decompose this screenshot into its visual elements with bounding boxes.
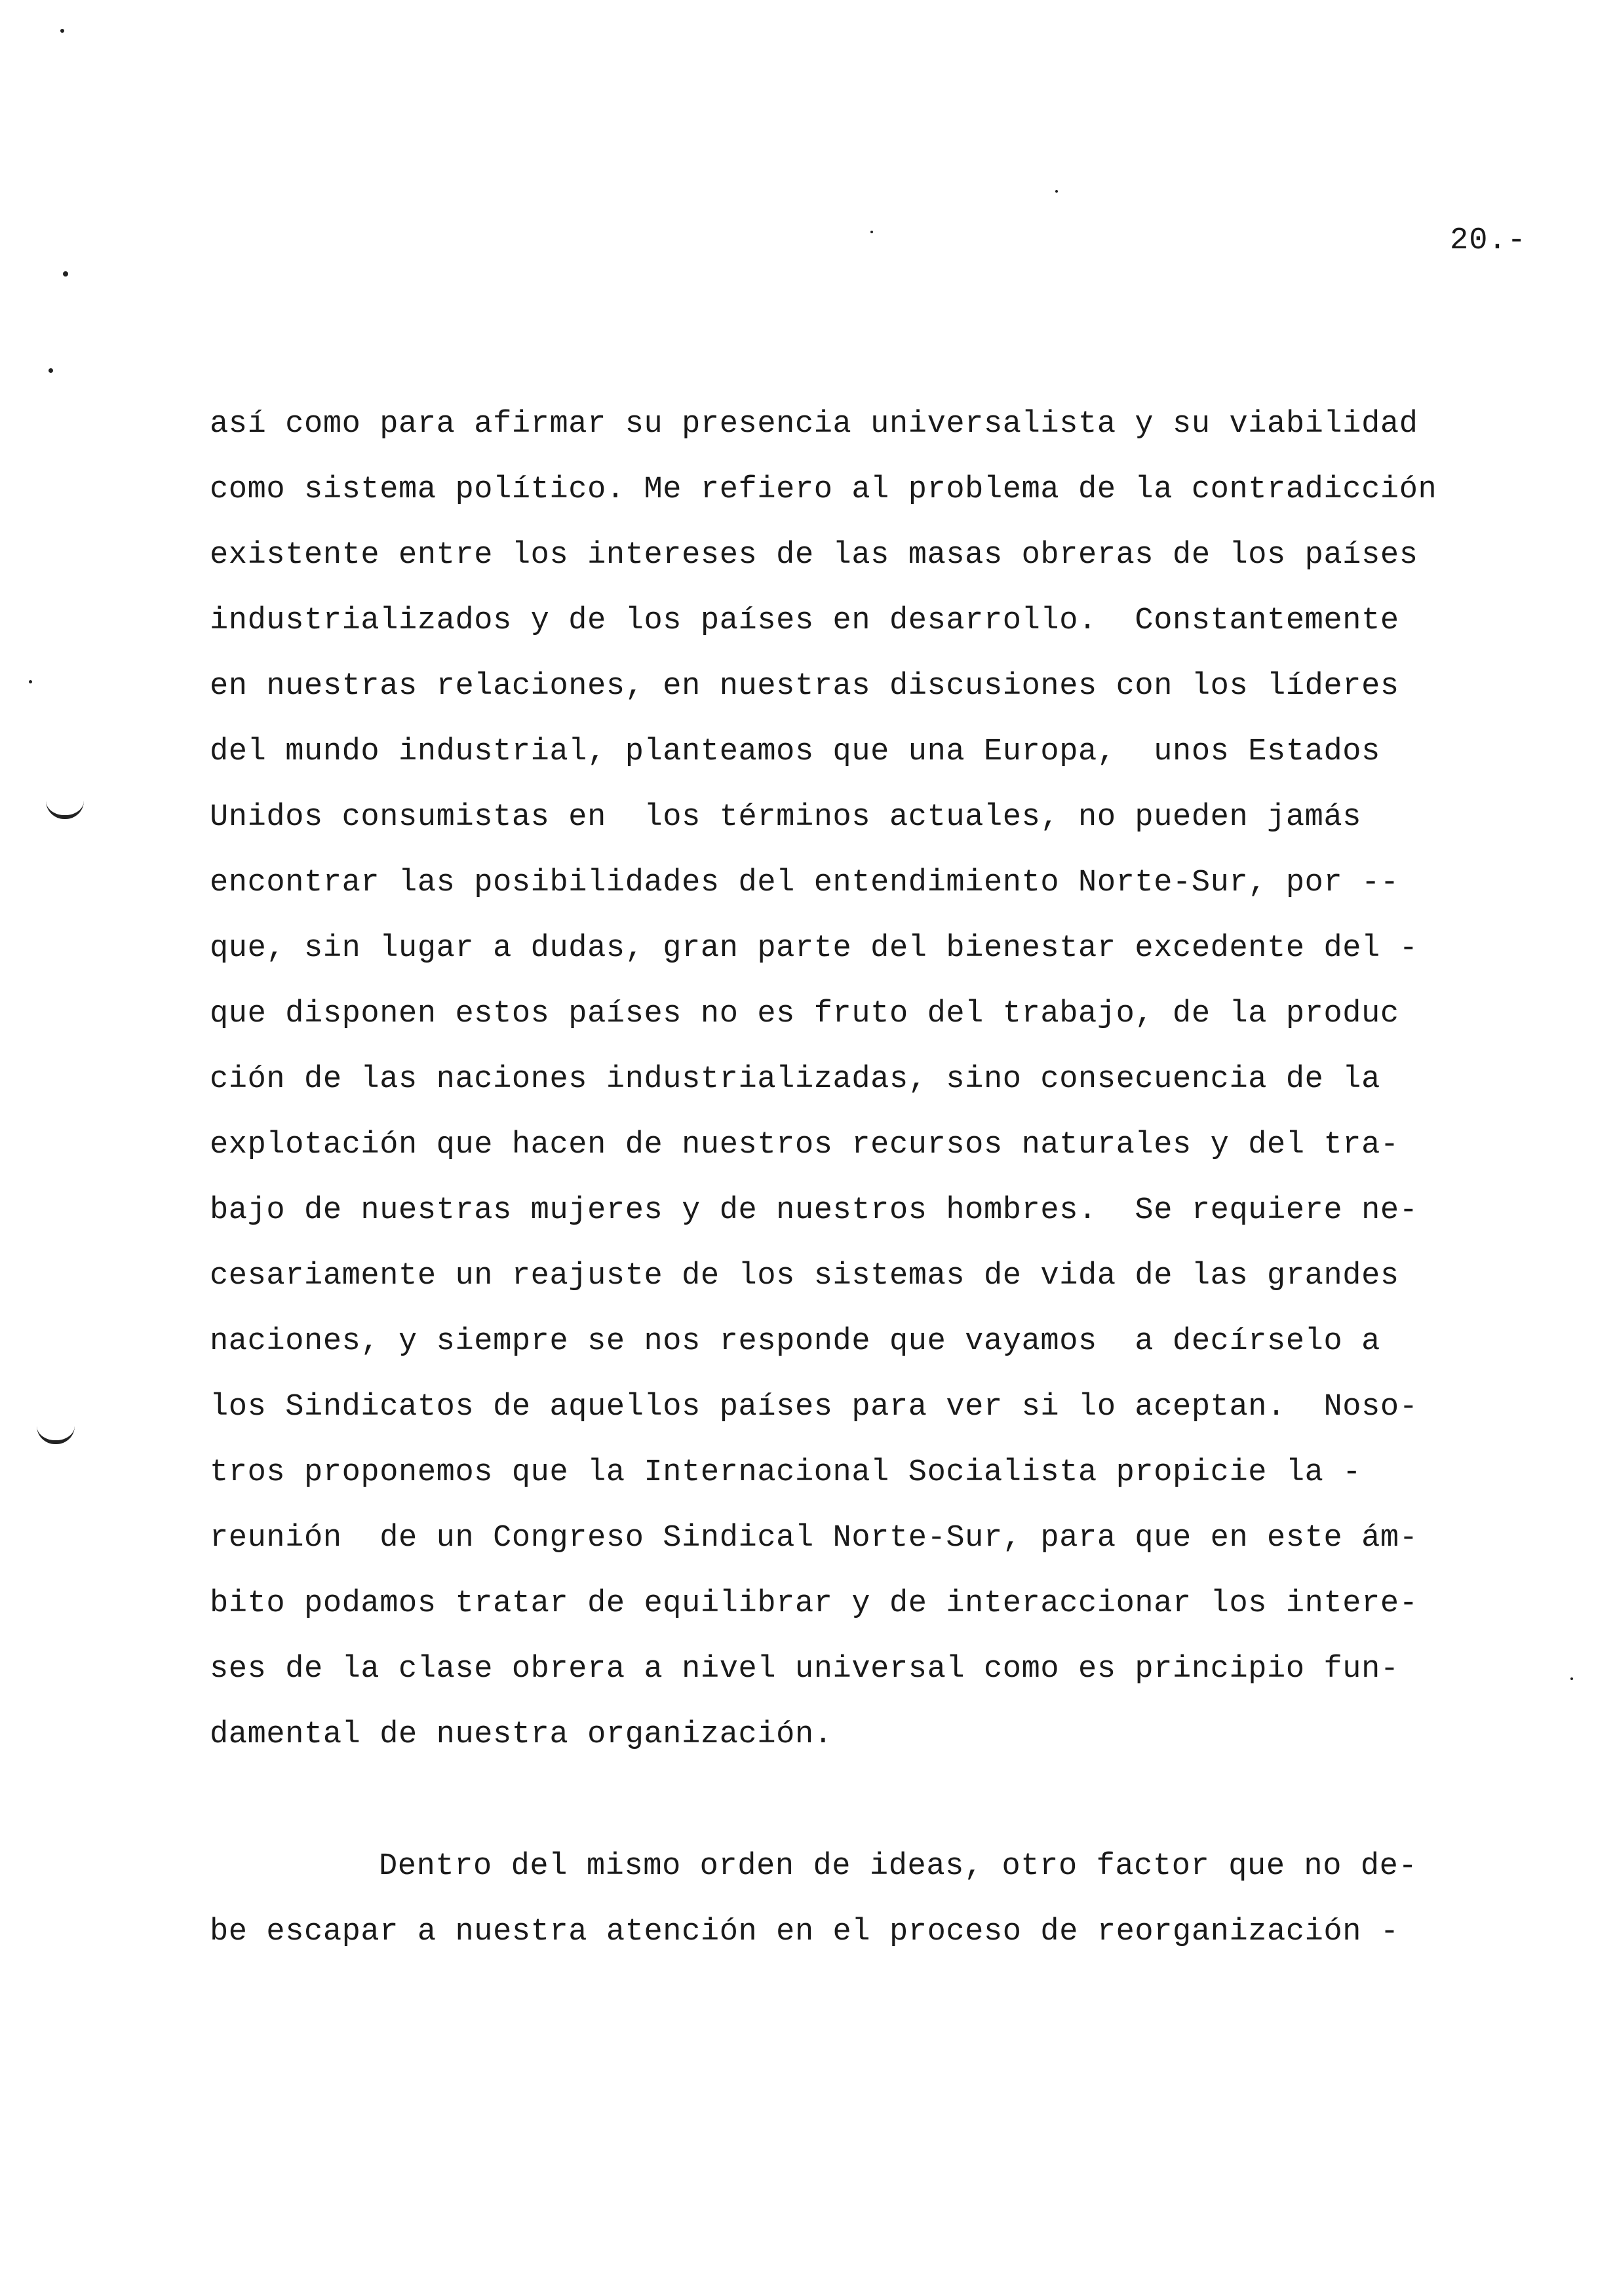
- text-line: que disponen estos países no es fruto del trabajo, de la produc: [210, 997, 1399, 1031]
- text-line: industrializados y de los países en desarrollo. Constantemente: [210, 603, 1399, 638]
- text-line: cesariamente un reajuste de los sistemas de vida de las grandes: [210, 1259, 1399, 1293]
- text-line: reunión de un Congreso Sindical Norte-Sur, para que en este ám-: [210, 1521, 1418, 1556]
- scan-speck: [1570, 1677, 1573, 1680]
- paragraph-2: [210, 1834, 1527, 1965]
- text-line: encontrar las posibilidades del entendimiento Norte-Sur, por --: [210, 866, 1399, 900]
- text-line: los Sindicatos de aquellos países para ver si lo aceptan. Noso-: [210, 1390, 1418, 1425]
- text-line: en nuestras relaciones, en nuestras discusiones con los líderes: [210, 669, 1399, 704]
- text-line: damental de nuestra organización.: [210, 1717, 833, 1752]
- text-line: así como para afirmar su presencia universalista y su viabilidad: [210, 407, 1418, 442]
- text-line: tros proponemos que la Internacional Socialista propicie la -: [210, 1455, 1362, 1490]
- scan-speck: [63, 271, 68, 277]
- binder-hole-mark: [46, 801, 84, 819]
- page-number: 20.-: [1450, 223, 1527, 258]
- scan-speck: [49, 368, 53, 373]
- scan-speck: [870, 231, 873, 233]
- text-line: como sistema político. Me refiero al problema de la contradicción: [210, 472, 1437, 507]
- text-line: del mundo industrial, planteamos que una Europa, unos Estados: [210, 735, 1380, 769]
- text-line: que, sin lugar a dudas, gran parte del bienestar excedente del -: [210, 931, 1418, 966]
- text-line: bito podamos tratar de equilibrar y de interaccionar los intere-: [210, 1586, 1418, 1621]
- text-line: ción de las naciones industrializadas, sino consecuencia de la: [210, 1062, 1380, 1097]
- scan-speck: [60, 29, 64, 33]
- text-line: be escapar a nuestra atención en el proceso de reorganización -: [210, 1915, 1399, 1949]
- text-line: Dentro del mismo orden de ideas, otro factor que no de-: [379, 1849, 1418, 1884]
- scan-speck: [29, 680, 32, 683]
- text-line: naciones, y siempre se nos responde que vayamos a decírselo a: [210, 1324, 1380, 1359]
- text-line: bajo de nuestras mujeres y de nuestros hombres. Se requiere ne-: [210, 1193, 1418, 1228]
- scan-speck: [1055, 190, 1058, 193]
- text-line: ses de la clase obrera a nivel universal como es principio fun-: [210, 1652, 1399, 1687]
- text-line: explotación que hacen de nuestros recursos naturales y del tra-: [210, 1128, 1399, 1162]
- paragraph-1: [210, 392, 1527, 1768]
- text-line: existente entre los intereses de las masas obreras de los países: [210, 538, 1418, 573]
- binder-hole-mark: [37, 1426, 75, 1444]
- text-line: Unidos consumistas en los términos actuales, no pueden jamás: [210, 800, 1362, 835]
